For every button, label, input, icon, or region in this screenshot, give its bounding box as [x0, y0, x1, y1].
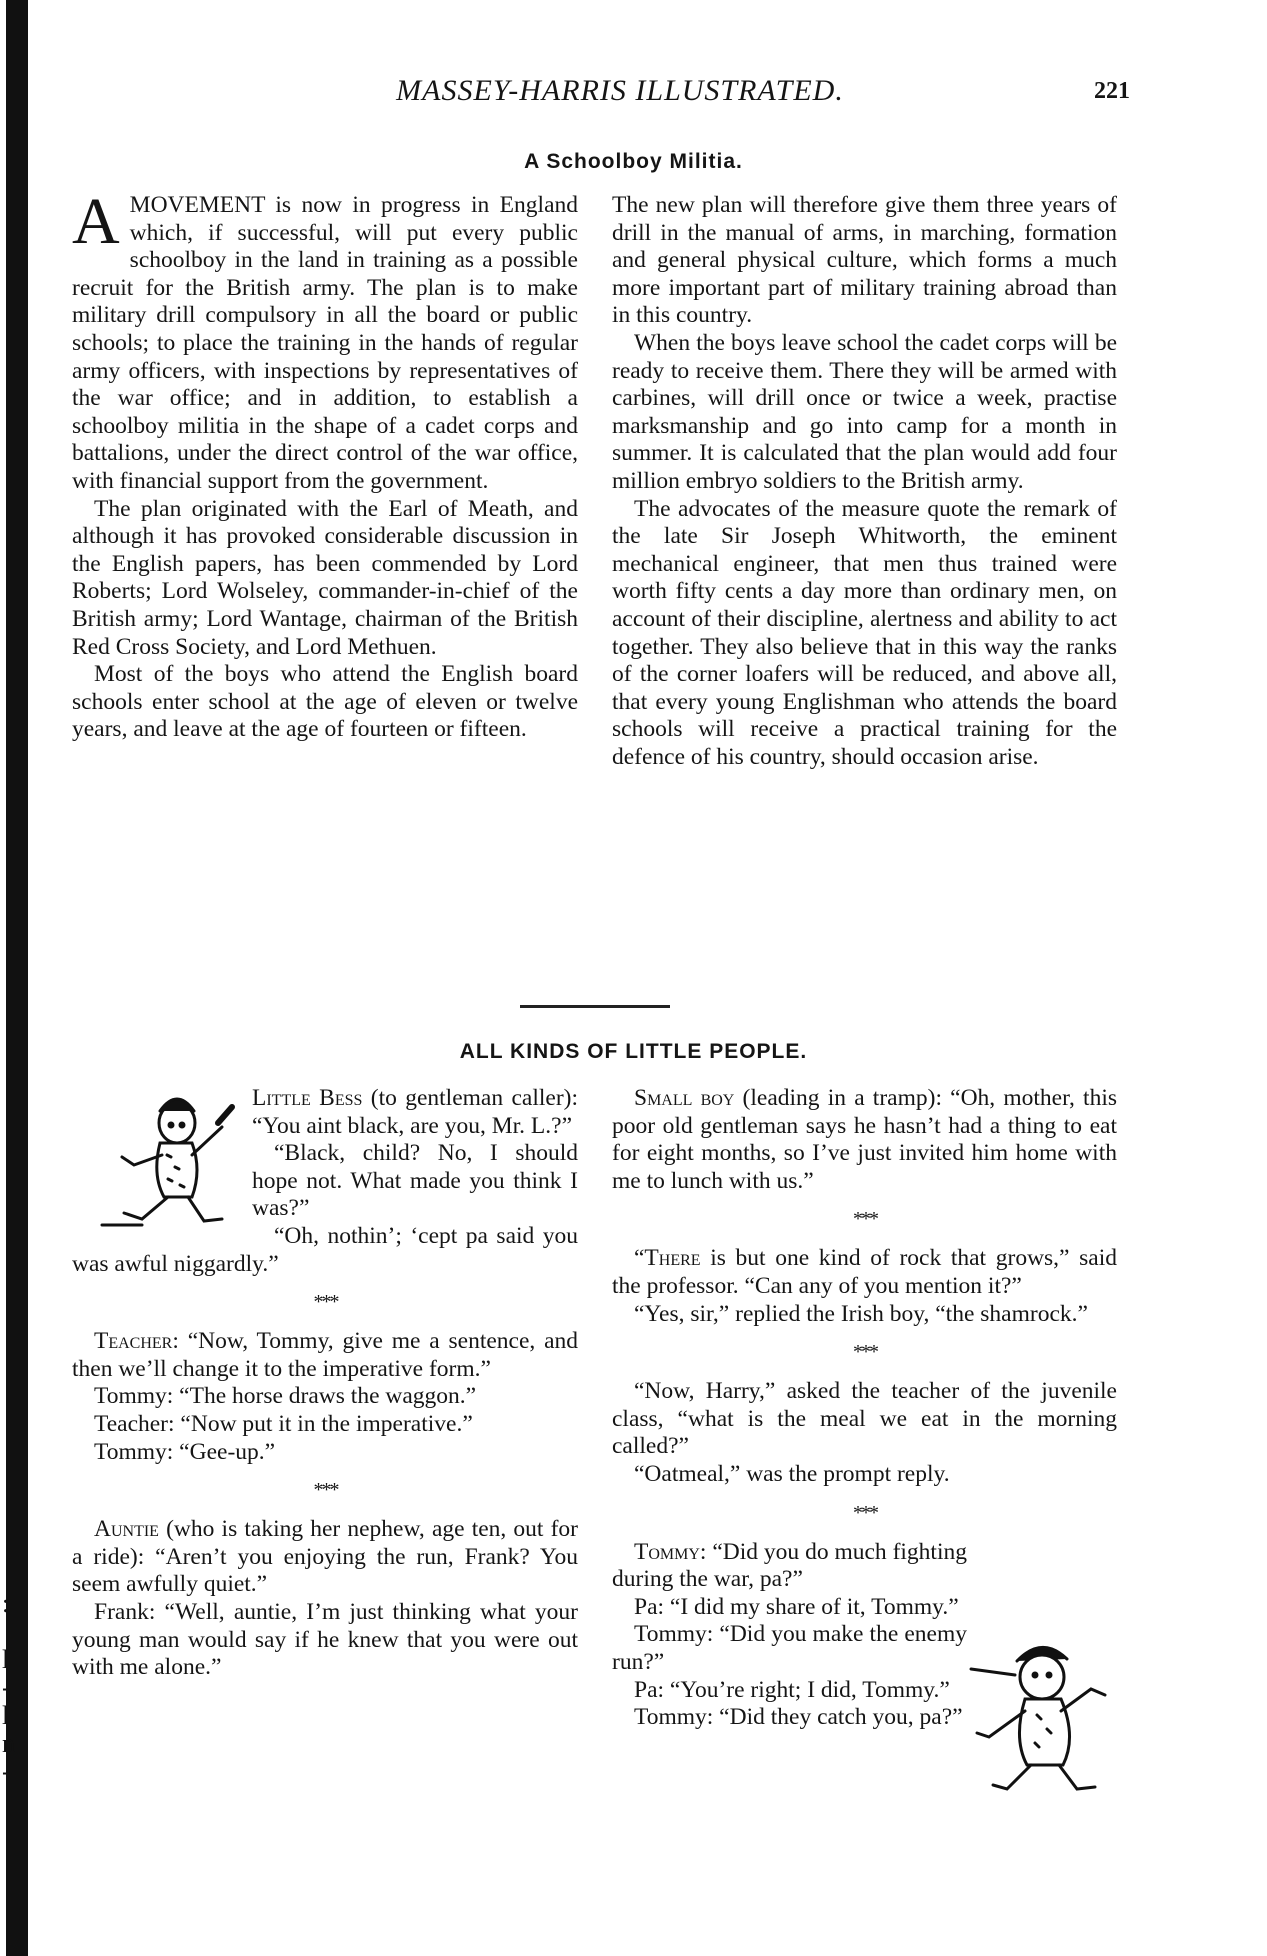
joke-line: “Black, child? No, I should hope not. What made you think I was?”	[252, 1140, 578, 1222]
joke-auntie: Auntie (who is taking her nephew, age ten, out for a ride): “Aren’t you enjoying the run, Frank? You seem awfully quiet.”	[72, 1516, 578, 1598]
asterism: * * *	[313, 1479, 337, 1502]
asterism: * * *	[852, 1501, 876, 1524]
running-title: MASSEY-HARRIS ILLUSTRATED.	[396, 74, 844, 107]
joke-line: Tommy: “Gee-up.”	[94, 1438, 276, 1465]
article1-paragraph: The advocates of the measure quote the remark of the late Sir Joseph Whitworth, the eminent mechanical engineer, that men thus trained were worth fifty cents a day more than ordinary men, on account of their discipline, alertness and ability to act together. They also believe that in this way the ranks of the corner loafers will be reduced, and above all, that every young Englishman who attends the board schools will receive a practical training for the defence of his country, should occasion arise.	[612, 495, 1117, 770]
edge-marks: : l - l n -	[2, 1589, 15, 1786]
joke-line: “Oatmeal,” was the prompt reply.	[634, 1460, 950, 1487]
boy-figure-icon	[967, 1629, 1117, 1799]
section-divider	[520, 1005, 670, 1008]
asterism: * * *	[852, 1208, 876, 1231]
asterism: * * *	[852, 1341, 876, 1364]
article1-paragraph: AMOVEMENT is now in progress in England which, if successful, will put every public schoolboy in the land in training as a possible recruit for the British army. The plan is to make military drill compulsory in all the board or public schools; to place the training in the hands of regular army officers, with inspections by representatives of the war office; and in addition, to establish a schoolboy militia in the shape of a cadet corps and battalions, under the direct control of the war office, with financial support from the government.	[72, 185, 578, 494]
page-number: 221	[1094, 78, 1130, 104]
policeman-figure-icon	[72, 1085, 252, 1235]
drop-cap: A	[72, 185, 120, 258]
joke-line: Tommy: “Did they catch you, pa?”	[634, 1704, 963, 1731]
asterism: * * *	[313, 1291, 337, 1314]
article1-paragraph: The new plan will therefore give them three years of drill in the manual of arms, in marching, formation and general physical culture, which forms a much more important part of military training abroad than in this country.	[612, 192, 1117, 329]
joke-line: Tommy: “Did you make the enemy run?”	[612, 1621, 967, 1675]
joke-harry: “Now, Harry,” asked the teacher of the juvenile class, “what is the meal we eat in the morning called?”	[612, 1378, 1117, 1460]
joke-professor: “There is but one kind of rock that grows,” said the professor. “Can any of you mention it?”	[612, 1245, 1117, 1299]
jokes-left-column	[72, 1085, 578, 1682]
article-title-little-people: ALL KINDS OF LITTLE PEOPLE.	[459, 1040, 808, 1063]
joke-teacher: Teacher: “Now, Tommy, give me a sentence, and then we’ll change it to the imperative form.”	[72, 1328, 578, 1382]
joke-line: Tommy: “The horse draws the waggon.”	[94, 1383, 477, 1410]
joke-line: Frank: “Well, auntie, I’m just thinking what your young man would say if he knew that you were out with me alone.”	[72, 1598, 578, 1681]
joke-little-bess: Little Bess (to gentleman caller): “You aint black, are you, Mr. L.?”	[252, 1085, 578, 1139]
joke-small-boy: Small boy (leading in a tramp): “Oh, mother, this poor old gentleman says he hasn’t had a thing to eat for eight months, so I’ve just invited him home with me to lunch with us.”	[612, 1085, 1117, 1194]
running-policeman-illustration	[72, 1085, 252, 1243]
boy-in-cap-illustration	[967, 1629, 1117, 1807]
joke-line: “Oh, nothin’; ‘cept pa said you was awful niggardly.”	[72, 1222, 578, 1277]
joke-line: Teacher: “Now put it in the imperative.”	[94, 1410, 473, 1437]
article1-paragraph: Most of the boys who attend the English board schools enter school at the age of eleven or twelve years, and leave at the age of fourteen or fifteen.	[72, 661, 578, 743]
joke-tommy-war: Tommy: “Did you do much fighting during the war, pa?”	[612, 1538, 967, 1593]
joke-line: Pa: “You’re right; I did, Tommy.”	[634, 1676, 950, 1703]
jokes-right-column	[612, 1085, 1117, 1806]
article1-paragraph: When the boys leave school the cadet corps will be ready to receive them. There they will be armed with carbines, will drill once or twice a week, practise marksmanship and go into camp for a month in summer. It is calculated that the plan would add four million embryo soldiers to the British army.	[612, 329, 1117, 494]
page-header	[320, 74, 1130, 114]
joke-line: Pa: “I did my share of it, Tommy.”	[634, 1593, 959, 1620]
article1-paragraph: The plan originated with the Earl of Meath, and although it has provoked considerable discussion in the English papers, has been commended by Lord Roberts; Lord Wolseley, commander-in-chief of the British army; Lord Wantage, chairman of the British Red Cross Society, and Lord Methuen.	[72, 495, 578, 660]
joke-line: “Yes, sir,” replied the Irish boy, “the shamrock.”	[634, 1300, 1088, 1327]
article-title-schoolboy-militia: A Schoolboy Militia.	[524, 150, 743, 173]
article1-left-column	[72, 185, 578, 744]
article1-right-column	[612, 192, 1117, 771]
